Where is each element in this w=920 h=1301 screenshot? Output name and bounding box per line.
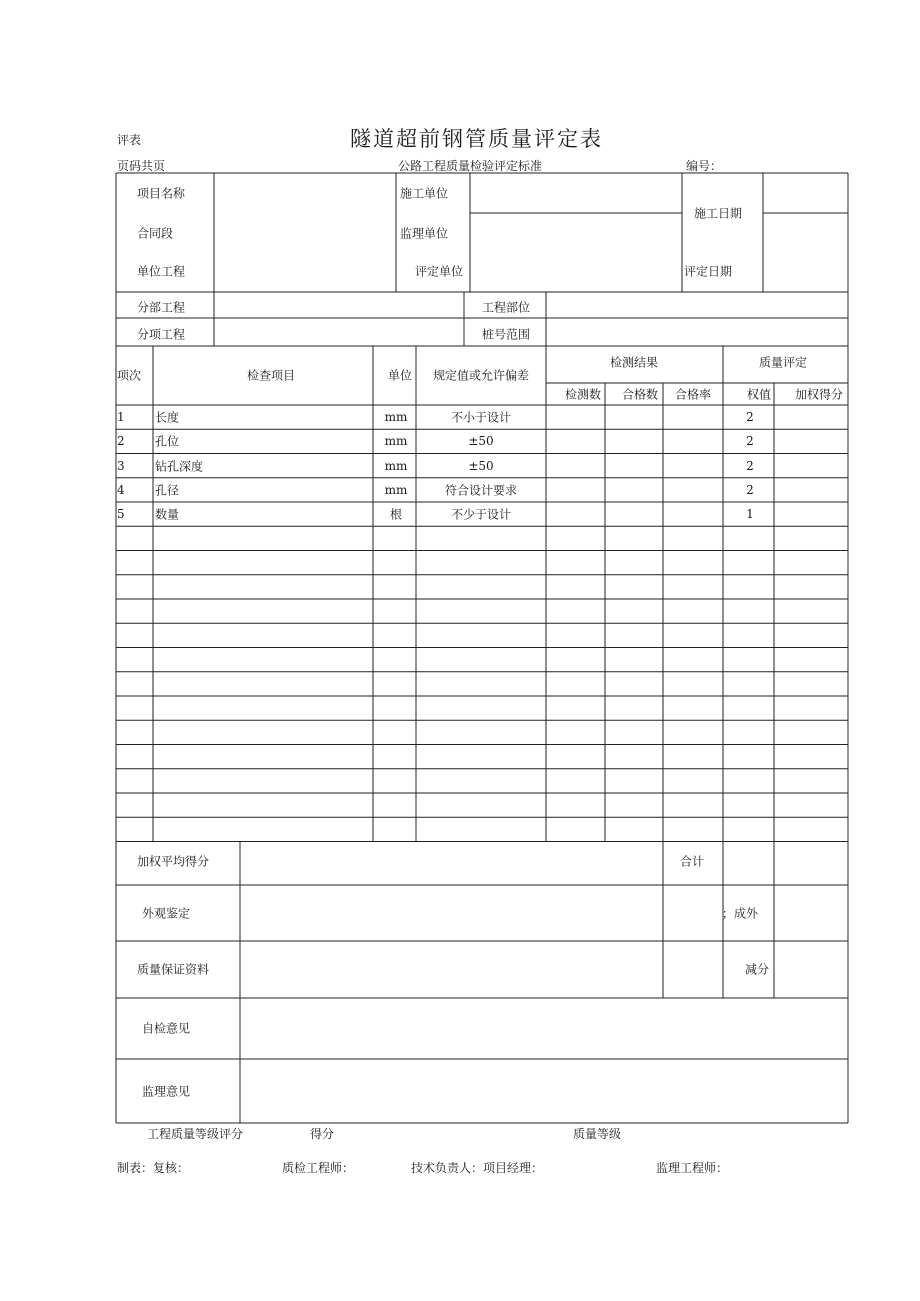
row-unit: mm (384, 458, 408, 473)
row-weight: 2 (746, 410, 754, 425)
row-weight: 2 (746, 458, 754, 473)
total-label: 合计 (680, 854, 705, 869)
col-weighted-header: 加权得分 (794, 387, 844, 402)
row-unit: mm (384, 410, 408, 425)
row-weight: 2 (746, 434, 754, 449)
col-check-item-header: 检查项目 (246, 368, 296, 383)
chainage-range-label: 桩号范围 (482, 327, 531, 342)
supervising-engineer-label: 监理工程师： (656, 1161, 729, 1175)
quality-docs-label: 质量保证资料 (137, 962, 210, 977)
deduct-b-label: 减分 (745, 962, 770, 977)
col-results-header: 检测结果 (609, 355, 659, 370)
signatures-label: 制表：复核： (117, 1161, 190, 1175)
supervision-label: 监理意见 (142, 1084, 191, 1099)
row-item: 长度 (155, 410, 180, 425)
row-unit: 根 (389, 507, 403, 522)
col-passed-header: 合格数 (621, 387, 659, 402)
row-item: 钻孔深度 (155, 459, 204, 474)
deduct-a-label: ；成外 (722, 906, 759, 921)
project-name-label: 项目名称 (137, 186, 186, 201)
col-tested-header: 检测数 (564, 387, 602, 402)
grade-score-label: 工程质量等级评分 (147, 1127, 244, 1141)
supervisor-label: 监理单位 (400, 226, 449, 241)
row-weight: 2 (746, 482, 754, 497)
row-item: 孔径 (155, 483, 180, 498)
row-no: 5 (117, 507, 125, 522)
number-label: 编号： (686, 159, 723, 173)
page-info: 页码共页 (117, 159, 166, 173)
tech-manager-label: 技术负责人：项目经理： (411, 1161, 544, 1175)
standard-label: 公路工程质量检验评定标准 (398, 159, 543, 173)
form-tag: 评表 (117, 133, 142, 147)
construction-date-label: 施工日期 (694, 206, 743, 221)
row-no: 2 (117, 434, 125, 449)
weighted-avg-label: 加权平均得分 (137, 854, 210, 869)
assessing-unit-label: 评定单位 (415, 264, 464, 279)
row-item: 数量 (155, 507, 180, 522)
col-weight-header: 权值 (746, 387, 772, 402)
col-spec-header: 规定值或允许偏差 (432, 368, 530, 383)
grade-label: 质量等级 (573, 1127, 622, 1141)
row-unit: mm (384, 482, 408, 497)
col-unit-header: 单位 (387, 368, 413, 383)
row-no: 3 (117, 458, 125, 473)
project-location-label: 工程部位 (482, 300, 531, 315)
row-spec: 不小于设计 (450, 410, 512, 425)
row-weight: 1 (746, 507, 754, 522)
unit-project-label: 单位工程 (137, 264, 186, 279)
page-title: 隧道超前钢管质量评定表 (350, 127, 603, 151)
row-spec: ±50 (468, 434, 494, 449)
self-check-label: 自检意见 (142, 1021, 191, 1036)
row-unit: mm (384, 434, 408, 449)
assessment-date-label: 评定日期 (684, 264, 733, 279)
row-no: 4 (117, 482, 125, 497)
row-spec: ±50 (468, 458, 494, 473)
row-item: 孔位 (155, 434, 180, 449)
row-spec: 符合设计要求 (444, 483, 518, 498)
item-project-label: 分项工程 (137, 327, 186, 342)
row-no: 1 (117, 410, 125, 425)
row-spec: 不少于设计 (450, 507, 512, 522)
qc-engineer-label: 质检工程师： (282, 1161, 355, 1175)
appearance-label: 外观鉴定 (142, 906, 191, 921)
score-label: 得分 (310, 1127, 335, 1141)
col-no-header: 项次 (117, 368, 142, 383)
col-quality-header: 质量评定 (758, 355, 808, 370)
division-project-label: 分部工程 (137, 300, 186, 315)
contract-section-label: 合同段 (137, 226, 174, 241)
contractor-label: 施工单位 (400, 186, 449, 201)
col-pass-rate-header: 合格率 (674, 387, 712, 402)
